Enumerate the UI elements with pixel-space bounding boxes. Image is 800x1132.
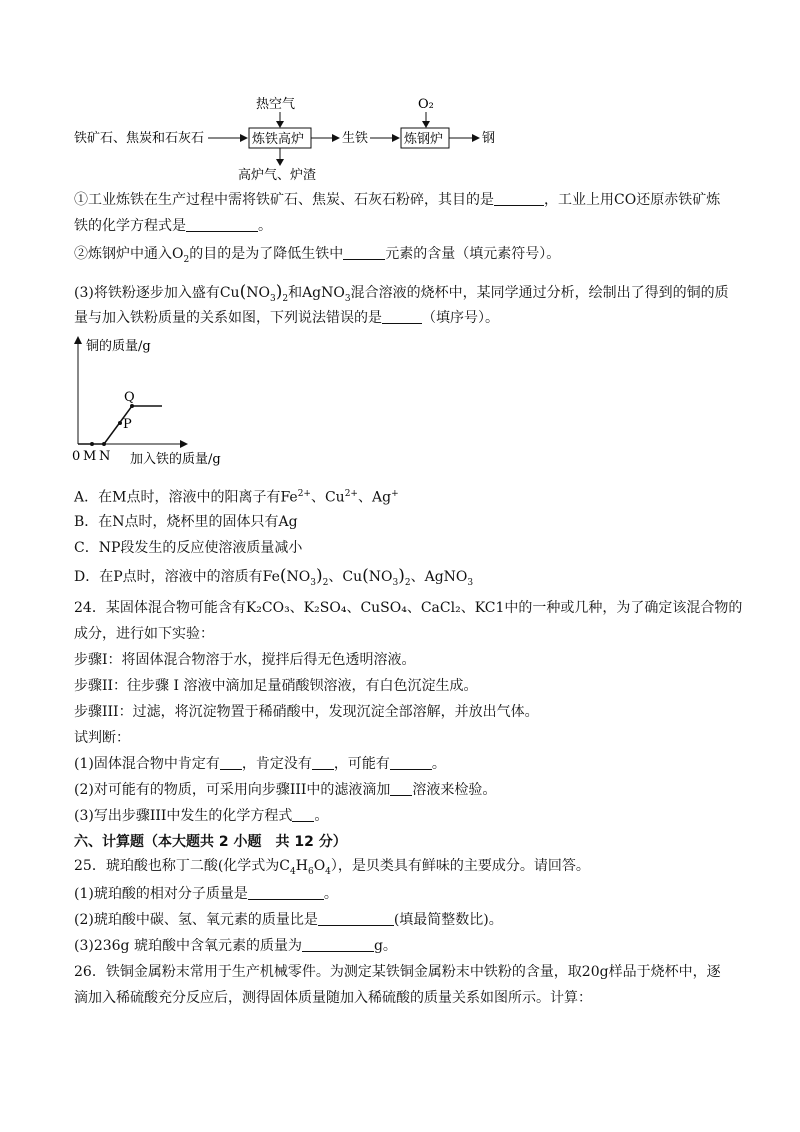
q23-l4b: 和	[288, 285, 303, 301]
q24-answer-2: (2)对可能有的物质，可采用向步骤III中的滤液滴加 溶液来检验。	[74, 782, 497, 798]
pig-iron-label: 生铁	[342, 131, 369, 146]
point-n	[102, 442, 106, 446]
point-p	[118, 421, 122, 425]
q24-line-1: 24．某固体混合物可能含有K₂CO₃、K₂SO₄、CuSO₄、CaCl₂、KC1中的一种或几种，为了确定该混合物的	[74, 600, 743, 616]
o2-label: O₂	[418, 97, 434, 112]
q23-l3c: 元素的含量（填元素符号）。	[385, 246, 561, 262]
x-axis-arrowhead	[180, 440, 188, 448]
q24-step-2: 步骤II：往步骤 I 溶液中滴加足量硝酸钡溶液，有白色沉淀生成。	[74, 678, 478, 694]
y-axis-label: 铜的质量/g	[86, 339, 151, 354]
label-n: N	[99, 449, 111, 464]
q24-step-3: 步骤III：过滤，将沉淀物置于稀硝酸中，发现沉淀全部溶解，并放出气体。	[74, 704, 539, 720]
process-flow-diagram	[70, 92, 510, 182]
option-d: D．在P点时，溶液中的溶质有$Fe(NO_3)_2$、$Cu(NO_3)_2$、AgNO$_3$	[74, 566, 474, 588]
q23-l4a: (3)将铁粉逐步加入盛有	[74, 285, 220, 301]
label-q: Q	[124, 390, 135, 405]
byproduct-label: 高炉气、炉渣	[238, 168, 317, 182]
q23-l5a: 量与加入铁粉质量的关系如图，下列说法错误的是	[74, 310, 382, 326]
x-axis-label: 加入铁的质量/g	[130, 452, 221, 467]
y-axis-arrowhead	[74, 336, 82, 344]
answer-blank[interactable]	[292, 807, 314, 822]
q24-answer-3: (3)写出步骤III中发生的化学方程式 。	[74, 808, 329, 824]
q23-l5b: （填序号）。	[422, 310, 499, 326]
blast-furnace-label: 炼铁高炉	[252, 132, 305, 147]
formula-cu-no3-2: $Cu(NO_3)_2$	[219, 282, 289, 304]
option-c: C．NP段发生的反应使溶液质量减小	[74, 540, 303, 556]
flow-arrowhead-1	[240, 134, 248, 142]
flow-arrowhead-4	[472, 134, 480, 142]
q23-l1a: ①工业炼铁在生产过程中需将铁矿石、焦炭、石灰石粉碎，其目的是	[74, 192, 494, 208]
answer-blank[interactable]	[318, 911, 394, 926]
q25-answer-2: (2)琥珀酸中碳、氢、氧元素的质量比是 (填最简整数比)。	[74, 912, 503, 928]
copper-mass-graph	[70, 330, 250, 470]
q23-l2a: 铁的化学方程式是	[74, 218, 186, 234]
q23-line-5	[74, 308, 499, 328]
formula-agno3: AgNO$_3$	[302, 285, 351, 304]
q23-l2b: 。	[258, 218, 272, 234]
label-origin: 0	[72, 449, 81, 464]
section-6-heading: 六、计算题（本大题共 2 小题 共 12 分）	[74, 834, 347, 850]
answer-blank[interactable]	[312, 755, 334, 770]
q23-l3b: 的目的是为了降低生铁中	[189, 246, 344, 262]
q23-l1b: ，工业上用CO还原赤铁矿炼	[544, 192, 721, 208]
q25-answer-3: (3)236g 琥珀酸中含氧元素的质量为 g。	[74, 938, 397, 954]
steel-furnace-label: 炼钢炉	[404, 132, 444, 147]
steel-label: 钢	[482, 131, 496, 146]
label-p: P	[123, 417, 132, 432]
q24-step-1: 步骤I：将固体混合物溶于水，搅拌后得无色透明溶液。	[74, 652, 416, 668]
answer-blank[interactable]	[302, 937, 374, 952]
q25-line-1: 25．琥珀酸也称丁二酸(化学式为$C_4H_6O_4$），是贝类具有鲜味的主要成分。请回答。	[74, 858, 590, 877]
q23-line-4	[74, 282, 729, 309]
formula-o2: $O_2$	[172, 246, 190, 265]
q23-line-2	[74, 216, 272, 236]
answer-blank[interactable]	[248, 885, 324, 900]
q24-answer-1: (1)固体混合物中肯定有 ，肯定没有 ，可能有 。	[74, 756, 446, 772]
q24-judge: 试判断：	[74, 730, 130, 746]
answer-blank[interactable]	[494, 191, 544, 206]
option-b: B．在N点时，烧杯里的固体只有Ag	[74, 514, 298, 530]
answer-blank[interactable]	[390, 781, 412, 796]
q23-line-3	[74, 244, 560, 270]
answer-blank[interactable]	[382, 309, 422, 324]
q23-l3a: ②炼钢炉中通入	[74, 246, 172, 262]
point-m	[90, 442, 94, 446]
hot-air-label: 热空气	[256, 97, 296, 112]
answer-blank[interactable]	[186, 217, 258, 232]
q24-line-2: 成分，进行如下实验：	[74, 626, 214, 642]
q23-line-1	[74, 190, 720, 210]
o2-arrowhead	[422, 121, 430, 128]
byproduct-arrowhead	[276, 159, 284, 166]
q23-l4c: 混合溶液的烧杯中，某同学通过分析，绘制出了得到的铜的质	[350, 285, 729, 301]
answer-blank[interactable]	[343, 245, 385, 260]
hot-air-arrowhead	[276, 121, 284, 128]
q25-answer-1: (1)琥珀酸的相对分子质量是 。	[74, 886, 338, 902]
formula-c4h6o4: $C_4H_6O_4$	[279, 858, 331, 877]
answer-blank[interactable]	[390, 755, 432, 770]
option-a: A．在M点时，溶液中的阳离子有$Fe^{2+}$、$Cu^{2+}$、Ag+	[74, 489, 399, 506]
q26-line-1: 26．铁铜金属粉末常用于生产机械零件。为测定某铁铜金属粉末中铁粉的含量，取20g样品于烧杯中，逐	[74, 964, 721, 980]
answer-blank[interactable]	[220, 755, 242, 770]
flow-arrowhead-2	[332, 134, 340, 142]
label-m: M	[83, 449, 97, 464]
flow-arrowhead-3	[392, 134, 400, 142]
q26-line-2: 滴加入稀硫酸充分反应后，测得固体质量随加入稀硫酸的质量关系如图所示。计算：	[74, 990, 592, 1006]
flow-input-label: 铁矿石、焦炭和石灰石	[74, 131, 205, 146]
